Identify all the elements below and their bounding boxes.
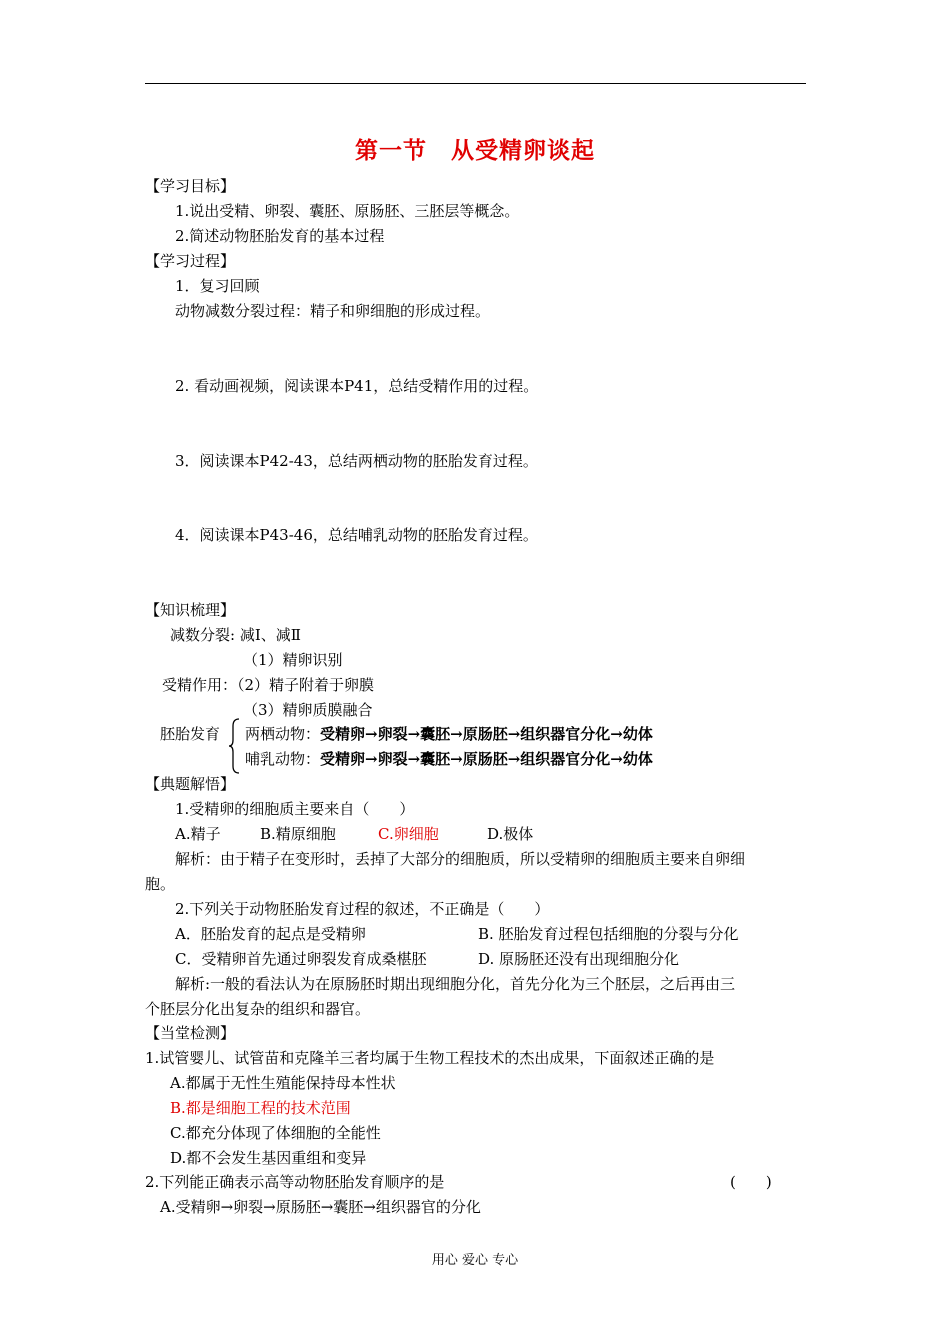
- goal-item-2: 2.简述动物胚胎发育的基本过程: [175, 227, 385, 245]
- section-heading-check: 【当堂检测】: [145, 1024, 236, 1042]
- section-heading-examples: 【典题解悟】: [145, 775, 236, 793]
- knowledge-fertilization-3: （3）精卵质膜融合: [243, 701, 373, 719]
- section-heading-knowledge: 【知识梳理】: [145, 601, 236, 619]
- check-q1-option-a: A.都属于无性生殖能保持母本性状: [170, 1074, 396, 1092]
- knowledge-amphibian-row: [245, 724, 653, 744]
- example-q1-explanation-1: 解析：由于精子在变形时，丢掉了大部分的细胞质，所以受精卵的细胞质主要来自卵细: [175, 850, 746, 868]
- example-q1-explanation-2: 胞。: [145, 875, 176, 893]
- knowledge-embryo-label: 胚胎发育: [160, 725, 221, 743]
- example-q2-option-d: D. 原肠胚还没有出现细胞分化: [478, 950, 680, 968]
- example-q1-option-c-answer: C.卵细胞: [378, 825, 439, 843]
- curly-brace-icon: [228, 718, 240, 774]
- header-rule: [145, 83, 806, 84]
- example-q1-option-a: A.精子: [175, 825, 221, 843]
- amphibian-sequence: 受精卵→卵裂→囊胚→原肠胚→组织器官分化→幼体: [320, 725, 653, 743]
- page-title: 第一节 从受精卵谈起: [355, 137, 595, 164]
- example-q2-explanation-2: 个胚层分化出复杂的组织和器官。: [145, 1000, 371, 1018]
- process-step-3: 3．阅读课本P42-43，总结两栖动物的胚胎发育过程。: [175, 452, 538, 470]
- knowledge-fertilization-label: 受精作用：（2）精子附着于卵膜: [162, 676, 375, 694]
- process-step-4: 4．阅读课本P43-46，总结哺乳动物的胚胎发育过程。: [175, 526, 538, 544]
- mammal-label: 哺乳动物：: [245, 750, 321, 768]
- example-q2-option-b: B. 胚胎发育过程包括细胞的分裂与分化: [478, 925, 739, 943]
- example-q1: 1.受精卵的细胞质主要来自（ ）: [175, 800, 415, 818]
- check-q1-option-c: C.都充分体现了体细胞的全能性: [170, 1124, 381, 1142]
- check-q2: 2.下列能正确表示高等动物胚胎发育顺序的是: [145, 1173, 445, 1191]
- process-step-1-detail: 动物减数分裂过程：精子和卵细胞的形成过程。: [175, 302, 491, 320]
- process-step-2: 2. 看动画视频，阅读课本P41，总结受精作用的过程。: [175, 377, 539, 395]
- page-footer: 用心 爱心 专心: [431, 1253, 519, 1268]
- goal-item-1: 1.说出受精、卵裂、囊胚、原肠胚、三胚层等概念。: [175, 202, 520, 220]
- knowledge-fertilization-1: （1）精卵识别: [243, 651, 343, 669]
- knowledge-meiosis: 减数分裂: 减Ⅰ、减Ⅱ: [170, 626, 301, 644]
- knowledge-mammal-row: [245, 749, 653, 769]
- example-q2-explanation-1: 解析:一般的看法认为在原肠胚时期出现细胞分化，首先分化为三个胚层，之后再由三: [175, 975, 736, 993]
- check-q2-option-a: A.受精卵→卵裂→原肠胚→囊胚→组织器官的分化: [160, 1198, 481, 1216]
- check-q2-answer-paren: ( ): [730, 1173, 772, 1191]
- example-q1-option-b: B.精原细胞: [260, 825, 336, 843]
- process-step-1: 1．复习回顾: [175, 277, 260, 295]
- amphibian-label: 两栖动物：: [245, 725, 321, 743]
- mammal-sequence: 受精卵→卵裂→囊胚→原肠胚→组织器官分化→幼体: [320, 750, 653, 768]
- check-q1-option-d: D.都不会发生基因重组和变异: [170, 1149, 367, 1167]
- example-q2: 2.下列关于动物胚胎发育过程的叙述，不正确是（ ）: [175, 900, 550, 918]
- section-heading-process: 【学习过程】: [145, 252, 236, 270]
- example-q1-option-d: D.极体: [487, 825, 534, 843]
- example-q2-option-a: A．胚胎发育的起点是受精卵: [175, 925, 366, 943]
- check-q1-option-b-answer: B.都是细胞工程的技术范围: [170, 1099, 351, 1117]
- section-heading-goals: 【学习目标】: [145, 177, 236, 195]
- check-q1: 1.试管婴儿、试管苗和克隆羊三者均属于生物工程技术的杰出成果，下面叙述正确的是: [145, 1049, 715, 1067]
- example-q2-option-c: C．受精卵首先通过卵裂发育成桑椹胚: [175, 950, 427, 968]
